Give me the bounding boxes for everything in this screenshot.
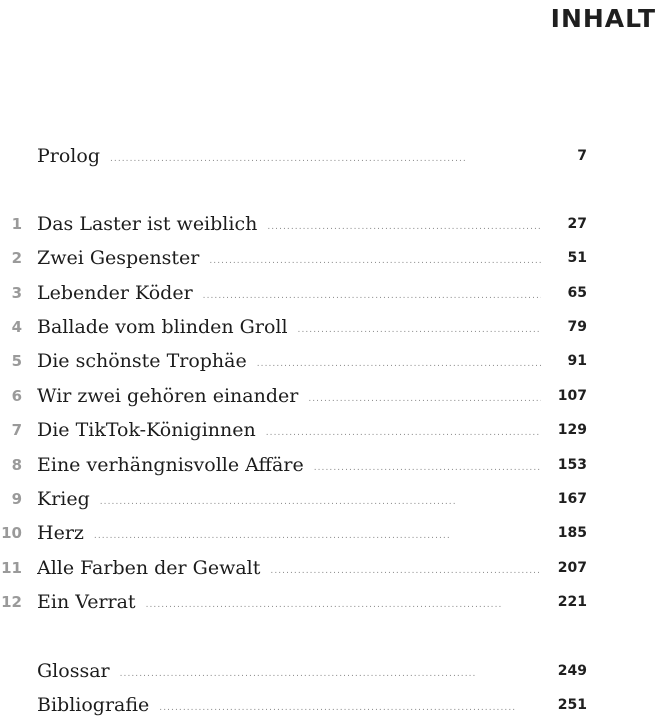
toc-entry-title: Krieg bbox=[37, 488, 90, 510]
chapter-number: 2 bbox=[11, 249, 22, 267]
chapter-number: 6 bbox=[11, 387, 22, 405]
toc-entry-chapter bbox=[0, 243, 658, 273]
toc-entry-title: Wir zwei gehören einander bbox=[37, 385, 299, 407]
toc-entry-chapter bbox=[0, 278, 658, 308]
toc-entry-title: Ein Verrat bbox=[37, 591, 136, 613]
toc-entry-title: Herz bbox=[37, 522, 84, 544]
chapter-number: 11 bbox=[1, 559, 22, 577]
toc-entry-title: Lebender Köder bbox=[37, 282, 193, 304]
toc-entry-leader bbox=[37, 141, 541, 171]
chapter-number: 12 bbox=[1, 593, 22, 611]
toc-entry-page: 65 bbox=[567, 285, 587, 301]
toc-entry-leader bbox=[37, 381, 541, 411]
toc-entry-chapter bbox=[0, 209, 658, 239]
toc-entry-chapter bbox=[0, 553, 658, 583]
toc-entry-page: 185 bbox=[557, 525, 587, 541]
toc-entry-chapter bbox=[0, 450, 658, 480]
toc-entry-title: Ballade vom blinden Groll bbox=[37, 316, 288, 338]
toc-entry-title: Prolog bbox=[37, 145, 100, 167]
toc-entry-bibliografie bbox=[0, 690, 658, 720]
toc-entry-title: Das Laster ist weiblich bbox=[37, 213, 258, 235]
toc-entry-page: 207 bbox=[557, 560, 587, 576]
toc-entry-leader bbox=[37, 243, 541, 273]
toc-entry-page: 221 bbox=[557, 594, 587, 610]
toc-entry-leader bbox=[37, 518, 541, 548]
toc-entry-title: Glossar bbox=[37, 660, 110, 682]
toc-entry-leader bbox=[37, 312, 541, 342]
toc-entry-glossar bbox=[0, 656, 658, 686]
toc-entry-title: Alle Farben der Gewalt bbox=[37, 557, 261, 579]
toc-entry-chapter bbox=[0, 381, 658, 411]
toc-entry-leader bbox=[37, 278, 541, 308]
toc-entry-page: 27 bbox=[567, 216, 587, 232]
toc-entry-page: 167 bbox=[557, 491, 587, 507]
chapter-number: 4 bbox=[11, 318, 22, 336]
toc-entry-chapter bbox=[0, 587, 658, 617]
chapter-number: 3 bbox=[11, 284, 22, 302]
toc-entry-title: Eine verhängnisvolle Affäre bbox=[37, 454, 304, 476]
toc-entry-page: 249 bbox=[557, 663, 587, 679]
toc-entry-leader bbox=[37, 553, 541, 583]
chapter-number: 10 bbox=[1, 524, 22, 542]
toc-entry-title: Die TikTok-Königinnen bbox=[37, 419, 256, 441]
chapter-number: 5 bbox=[11, 352, 22, 370]
toc-entry-chapter bbox=[0, 346, 658, 376]
toc-entry-page: 7 bbox=[577, 148, 587, 164]
toc-entry-chapter bbox=[0, 415, 658, 445]
toc-heading: INHALT bbox=[550, 4, 656, 33]
toc-entry-chapter bbox=[0, 518, 658, 548]
toc-entry-leader bbox=[37, 587, 541, 617]
toc-entry-prolog bbox=[0, 141, 658, 171]
toc-entry-leader bbox=[37, 484, 541, 514]
toc-entry-leader bbox=[37, 656, 541, 686]
toc-entry-leader bbox=[37, 415, 541, 445]
toc-entry-page: 107 bbox=[557, 388, 587, 404]
toc-entry-page: 251 bbox=[557, 697, 587, 713]
toc-entry-leader bbox=[37, 690, 541, 720]
toc-entry-page: 51 bbox=[567, 250, 587, 266]
toc-entry-page: 153 bbox=[557, 457, 587, 473]
toc-entry-page: 129 bbox=[557, 422, 587, 438]
toc-entry-page: 79 bbox=[567, 319, 587, 335]
toc-entry-leader bbox=[37, 450, 541, 480]
toc-entry-page: 91 bbox=[567, 353, 587, 369]
toc-entry-title: Zwei Gespenster bbox=[37, 247, 200, 269]
toc-entry-chapter bbox=[0, 484, 658, 514]
chapter-number: 7 bbox=[11, 421, 22, 439]
toc-entry-title: Bibliografie bbox=[37, 694, 150, 716]
toc-entry-chapter bbox=[0, 312, 658, 342]
toc-entry-title: Die schönste Trophäe bbox=[37, 350, 247, 372]
chapter-number: 8 bbox=[11, 456, 22, 474]
toc-entry-leader bbox=[37, 346, 541, 376]
chapter-number: 1 bbox=[11, 215, 22, 233]
toc-entry-leader bbox=[37, 209, 541, 239]
chapter-number: 9 bbox=[11, 490, 22, 508]
